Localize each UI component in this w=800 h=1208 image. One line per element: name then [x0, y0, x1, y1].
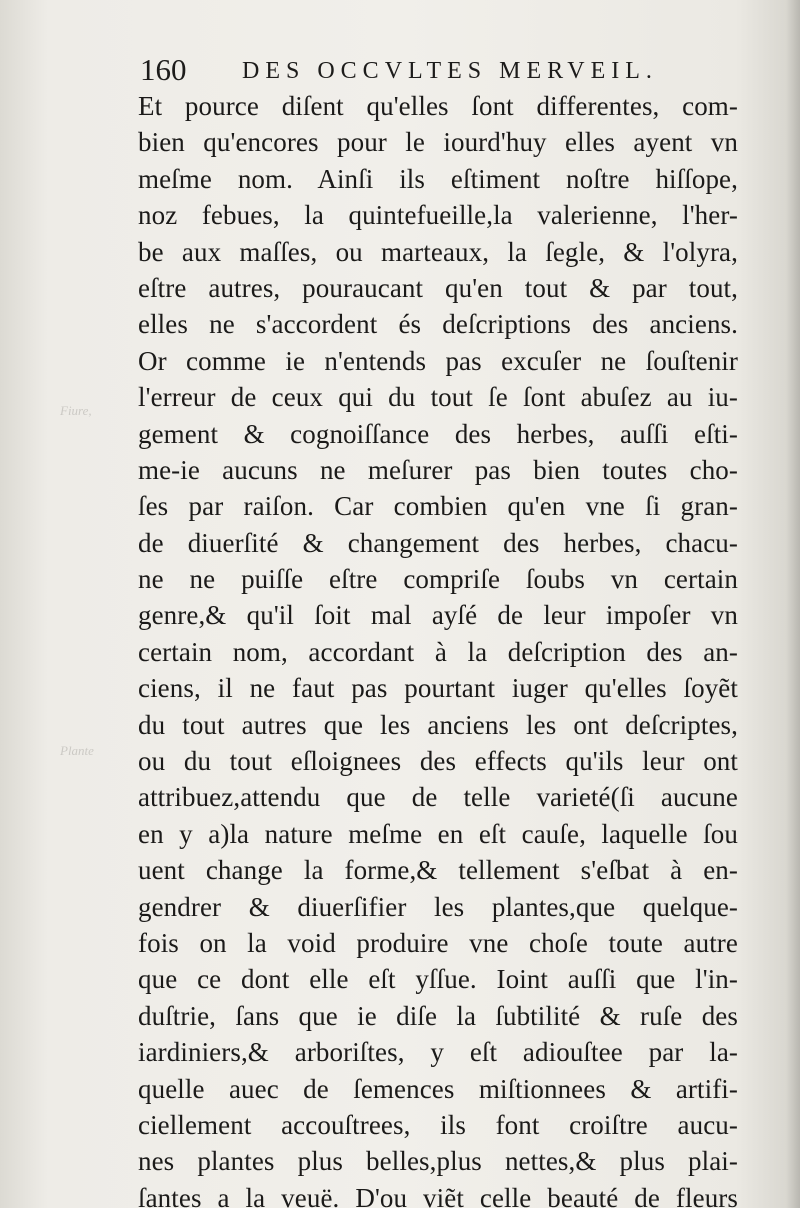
text-line: ciellement accouſtrees, ils font croiſtre aucu- — [138, 1109, 738, 1140]
text-line: meſme nom. Ainſi ils eſtiment noſtre hiſſope, — [138, 163, 738, 194]
body-text — [138, 88, 738, 1208]
text-line: nes plantes plus belles,plus nettes,& plus plai- — [138, 1146, 738, 1177]
text-line: noz febues, la quintefueille,la valerienne, l'her- — [138, 200, 738, 231]
text-line: Or comme ie n'entends pas excuſer ne ſouſtenir — [138, 345, 738, 376]
bleed-through-text: Plante — [60, 743, 94, 758]
text-line: gement & cognoiſſance des herbes, auſſi eſti- — [138, 418, 738, 449]
text-line: iardiniers,& arboriſtes, y eſt adiouſtee par la- — [138, 1037, 738, 1068]
text-line: certain nom, accordant à la deſcription des an- — [138, 636, 738, 667]
text-line: elles ne s'accordent és deſcriptions des anciens. — [138, 309, 738, 340]
text-line: ne ne puiſſe eſtre compriſe ſoubs vn certain — [138, 564, 738, 595]
text-line: eſtre autres, pouraucant qu'en tout & par tout, — [138, 272, 738, 303]
text-line: attribuez,attendu que de telle varieté(ſi aucune — [138, 782, 738, 813]
text-line: ſes par raiſon. Car combien qu'en vne ſi gran- — [138, 491, 738, 522]
text-line: ciens, il ne faut pas pourtant iuger qu'elles ſoyẽt — [138, 673, 738, 704]
text-line: l'erreur de ceux qui du tout ſe ſont abuſez au iu- — [138, 382, 738, 413]
text-line: bien qu'encores pour le iourd'huy elles ayent vn — [138, 127, 738, 158]
text-line: uent change la forme,& tellement s'eſbat à en- — [138, 855, 738, 886]
text-line: fois on la void produire vne choſe toute autre — [138, 927, 738, 958]
text-line: genre,& qu'il ſoit mal ayſé de leur impoſer vn — [138, 600, 738, 631]
running-title: DES OCCVLTES MERVEIL. — [242, 58, 658, 84]
page-edge-shadow — [786, 0, 800, 1208]
text-line: quelle auec de ſemences miſtionnees & artifi- — [138, 1073, 738, 1104]
text-line: que ce dont elle eſt yſſue. Ioint auſſi que l'in- — [138, 964, 738, 995]
page-header — [140, 52, 740, 88]
page-number: 160 — [140, 52, 187, 87]
text-line: de diuerſité & changement des herbes, chacu- — [138, 527, 738, 558]
text-line: be aux maſſes, ou marteaux, la ſegle, & l'olyra, — [138, 236, 738, 267]
text-line: ſantes a la veuë. D'ou viẽt celle beauté de fleurs — [138, 1182, 738, 1208]
text-line: gendrer & diuerſifier les plantes,que quelque- — [138, 891, 738, 922]
text-line: me-ie aucuns ne meſurer pas bien toutes cho- — [138, 454, 738, 485]
bleed-through-text: Fiure, — [60, 403, 92, 418]
text-line: en y a)la nature meſme en eſt cauſe, laquelle ſou — [138, 818, 738, 849]
text-line: duſtrie, ſans que ie diſe la ſubtilité & ruſe des — [138, 1000, 738, 1031]
text-line: du tout autres que les anciens les ont deſcriptes, — [138, 709, 738, 740]
text-line: ou du tout eſloignees des effects qu'ils leur ont — [138, 746, 738, 777]
text-line: Et pource diſent qu'elles ſont differentes, com- — [138, 91, 738, 121]
